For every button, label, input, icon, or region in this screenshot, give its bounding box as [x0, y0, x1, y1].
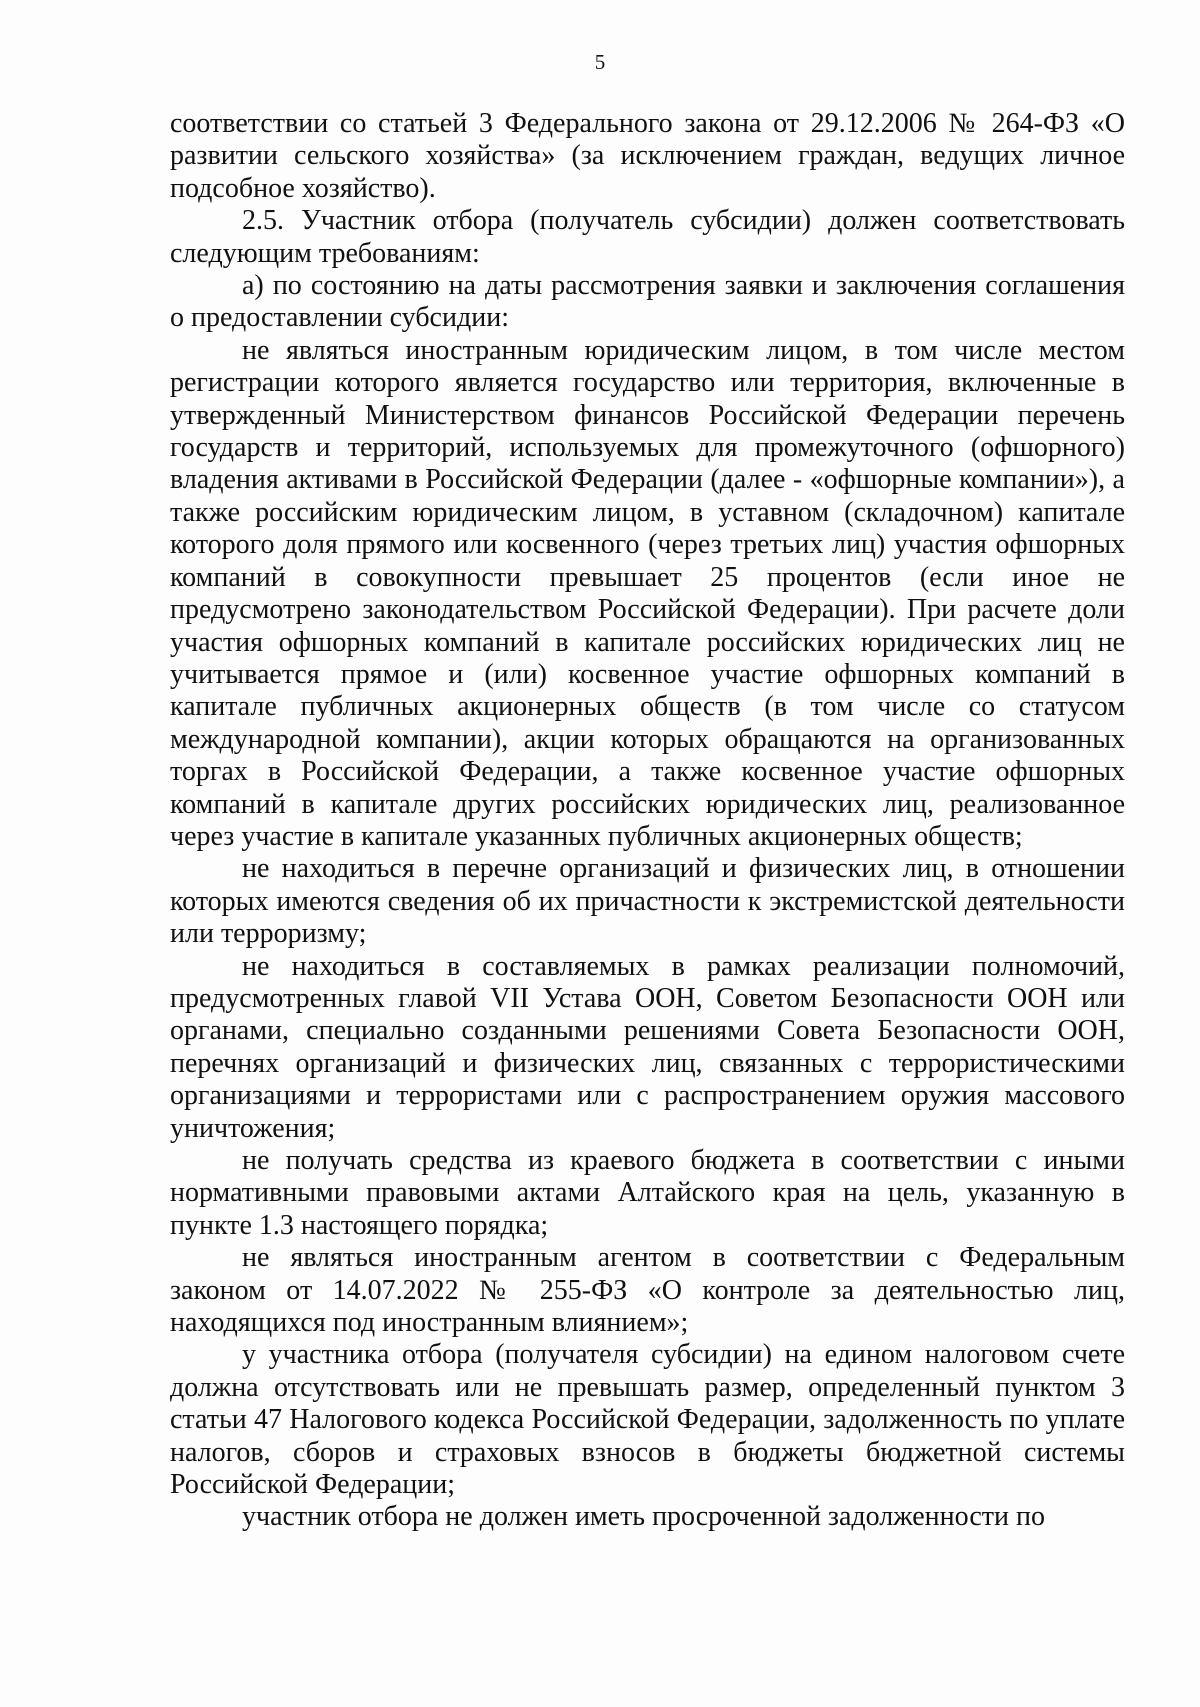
paragraph-budget-funds-requirement: не получать средства из краевого бюджета в соответствии с иными нормативными правовыми актами Алтайского края на цель, указанную в пункте 1.3 настоящего порядка;: [170, 1145, 1125, 1241]
paragraph-foreign-agent-requirement: не являться иностранным агентом в соответствии с Федеральным законом от 14.07.2022 № 255-ФЗ «О контроле за деятельностью лиц, находящихся под иностранным влиянием»;: [170, 1242, 1125, 1339]
paragraph-item-a: а) по состоянию на даты рассмотрения заявки и заключения соглашения о предоставлении субсидии:: [170, 270, 1125, 334]
paragraph-continuation: соответствии со статьей 3 Федерального закона от 29.12.2006 № 264-ФЗ «О развитии сельского хозяйства» (за исключением граждан, ведущих личное подсобное хозяйство).: [170, 108, 1125, 204]
page-number: 5: [594, 50, 606, 74]
document-body: [170, 108, 1125, 1534]
paragraph-section-2-5: 2.5. Участник отбора (получатель субсидии) должен соответствовать следующим требованиям:: [170, 205, 1125, 269]
paragraph-extremism-requirement: не находиться в перечне организаций и физических лиц, в отношении которых имеются сведения об их причастности к экстремистской деятельности или терроризму;: [170, 853, 1125, 950]
paragraph-tax-debt-requirement: у участника отбора (получателя субсидии) на едином налоговом счете должна отсутствовать или не превышать размер, определенный пунктом 3 статьи 47 Налогового кодекса Российской Федерации, задолженность по уплате налогов, сборов и страховых взносов в бюджеты бюджетной системы Российской Федерации;: [170, 1339, 1125, 1501]
paragraph-overdue-debt-requirement: участник отбора не должен иметь просроченной задолженности по: [242, 1501, 1045, 1533]
paragraph-un-lists-requirement: не находиться в составляемых в рамках реализации полномочий, предусмотренных главой VII Устава ООН, Советом Безопасности ООН или органами, специально созданными решениями Совета Безопасности ООН, перечнях организаций и физических лиц, связанных с террористическими организациями и террористами или с распространением оружия массового уничтожения;: [170, 950, 1125, 1144]
paragraph-offshore-requirement: не являться иностранным юридическим лицом, в том числе местом регистрации которого является государство или территория, включенные в утвержденный Министерством финансов Российской Федерации перечень государств и территорий, используемых для промежуточного (офшорного) владения активами в Российской Федерации (далее - «офшорные компании»), а также российским юридическим лицом, в уставном (складочном) капитале которого доля прямого или косвенного (через третьих лиц) участия офшорных компаний в совокупности превышает 25 процентов (если иное не предусмотрено законодательством Российской Федерации). При расчете доли участия офшорных компаний в капитале российских юридических лиц не учитывается прямое и (или) косвенное участие офшорных компаний в капитале публичных акционерных обществ (в том числе со статусом международной компании), акции которых обращаются на организованных торгах в Российской Федерации, а также косвенное участие офшорных компаний в капитале других российских юридических лиц, реализованное через участие в капитале указанных публичных акционерных обществ;: [170, 334, 1125, 852]
